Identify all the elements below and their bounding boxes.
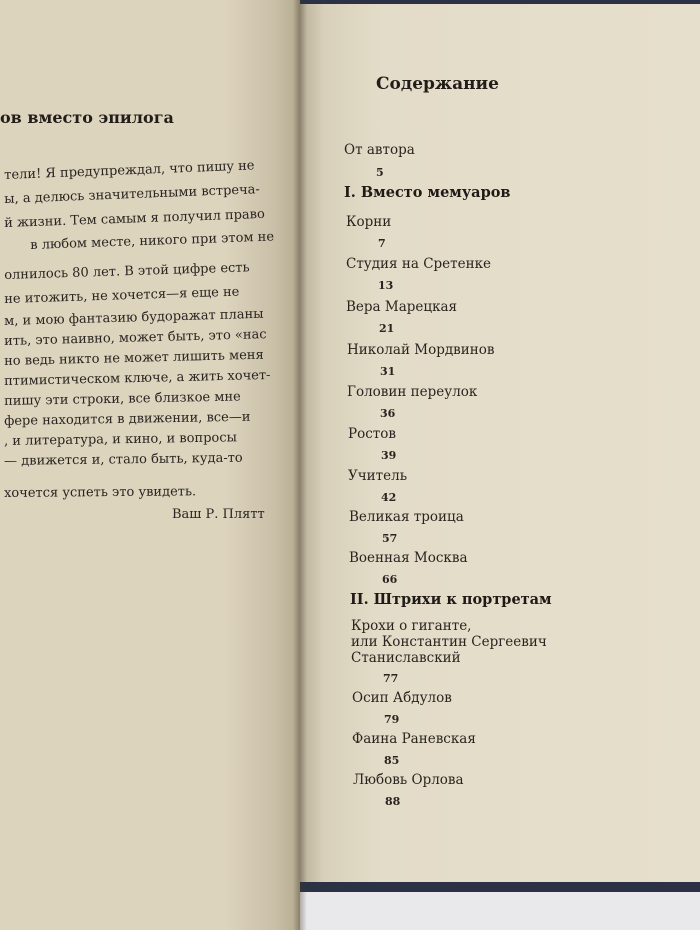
toc-entry-title: Вера Марецкая: [346, 299, 458, 315]
text-line: ить, это наивно, может быть, это «нас: [4, 327, 267, 349]
text-line: ы, а делюсь значительными встреча-: [4, 182, 261, 207]
toc-entry-title: Великая троица: [349, 509, 464, 525]
signature: Ваш Р. Плятт: [172, 507, 265, 522]
toc-entry-title: Крохи о гиганте, или Константин Сергеевич Станиславский: [351, 618, 547, 666]
toc-entry-page: 13: [378, 279, 394, 292]
toc-title: Содержание: [376, 74, 499, 94]
toc-entry-page: 57: [382, 532, 398, 545]
text-line: пишу эти строки, все близкое мне: [4, 389, 241, 409]
text-line: фере находится в движении, все—и: [4, 409, 251, 429]
text-line: но ведь никто не может лишить меня: [4, 347, 264, 369]
toc-entry-page: 42: [381, 491, 397, 504]
toc-entry-title: Николай Мордвинов: [347, 342, 495, 358]
toc-entry-title: Осип Абдулов: [352, 690, 452, 706]
toc-entry-page: 31: [380, 365, 396, 378]
text-line: — движется и, стало быть, куда-то: [4, 450, 243, 469]
toc-section-heading: II. Штрихи к портретам: [350, 591, 552, 608]
text-line: тели! Я предупреждал, что пишу не: [4, 158, 255, 183]
text-line: , и литература, и кино, и вопросы: [4, 430, 238, 449]
toc-entry-page: 88: [385, 795, 401, 808]
text-line: птимистическом ключе, а жить хочет-: [4, 367, 271, 389]
left-page: [0, 0, 300, 930]
toc-entry-title: Головин переулок: [347, 384, 478, 400]
toc-entry-title: Военная Москва: [349, 550, 468, 566]
toc-entry-title: Любовь Орлова: [353, 772, 464, 788]
toc-entry-title: Студия на Сретенке: [346, 256, 492, 272]
text-line: м, и мою фантазию будоражат планы: [4, 306, 264, 329]
toc-entry-page: 79: [384, 713, 400, 726]
right-page: [300, 4, 700, 882]
epilogue-heading: ов вместо эпилога: [0, 108, 174, 127]
toc-entry-page: 85: [384, 754, 400, 767]
toc-section-heading: I. Вместо мемуаров: [344, 184, 511, 201]
toc-entry-title: Учитель: [348, 468, 408, 484]
toc-entry-title: Фаина Раневская: [352, 731, 476, 747]
text-line: олнилось 80 лет. В этой цифре есть: [4, 260, 250, 283]
toc-entry-page: 21: [379, 322, 395, 335]
text-line: в любом месте, никого при этом не: [30, 229, 275, 253]
toc-entry-title: От автора: [344, 142, 415, 158]
text-line: й жизни. Тем самым я получил право: [4, 206, 266, 231]
toc-entry-title: Корни: [346, 214, 392, 230]
text-line: не итожить, не хочется—я еще не: [4, 284, 240, 307]
toc-entry-page: 7: [378, 237, 386, 250]
book-gutter: [293, 0, 307, 930]
toc-entry-page: 77: [383, 672, 399, 685]
toc-entry-page: 66: [382, 573, 398, 586]
toc-entry-title: Ростов: [348, 426, 396, 442]
toc-entry-page: 36: [380, 407, 396, 420]
text-line: хочется успеть это увидеть.: [4, 484, 197, 501]
toc-entry-page: 39: [381, 449, 397, 462]
toc-entry-page: 5: [376, 166, 384, 179]
